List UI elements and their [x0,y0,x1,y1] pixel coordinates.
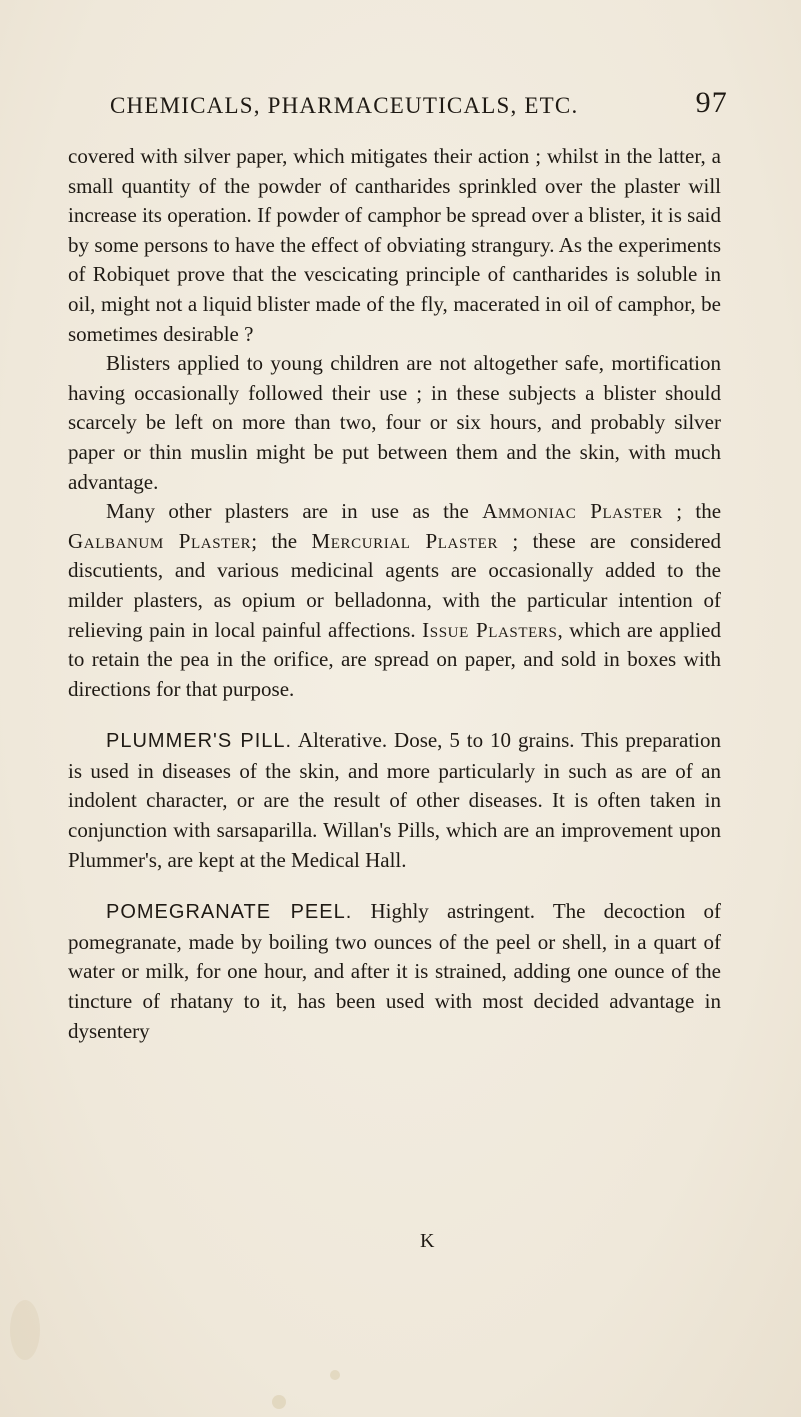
term-issue-plasters: Issue Plasters [422,617,558,642]
running-title: CHEMICALS, PHARMACEUTICALS, ETC. [110,93,579,118]
page-number: 97 [695,86,728,119]
text-fragment: ; the [251,528,298,553]
term-ammoniac-plaster: Ammoniac Plaster [482,499,663,524]
foxing-spot [330,1370,340,1380]
foxing-spot [272,1395,286,1409]
entry-plummers-pill [68,726,721,875]
text-fragment: , which are applied to retain the pea in the orifice, are spread on paper, and sold in boxes with directions for that purpose. [68,617,721,701]
entry-pomegranate-peel [68,897,721,1046]
foxing-spot [10,1300,40,1360]
entry-heading: POMEGRANATE PEEL. [106,901,353,924]
paragraph-other-plasters [68,497,721,704]
running-header [110,86,728,119]
text-fragment: Many other plasters are in use as the [106,499,469,524]
signature-mark: K [420,1230,435,1252]
text-fragment: ; these are considered discutients, and various medicinal agents are occasionally added to the milder plasters, as opium or belladonna, with the particular intention of relieving pain in local painful affections. [68,528,721,642]
body-text [68,142,721,1046]
term-mercurial-plaster: Mercurial Plaster [311,528,499,553]
entry-text: Highly astringent. The decoction of pomegranate, made by boiling two ounces of the peel or shell, in a quart of water or milk, for one hour, and after it is strained, adding one ounce of the tincture of rhatany to it, has been used with most decided advantage in dysentery [68,899,721,1043]
text-fragment: ; the [676,499,722,524]
entry-heading: PLUMMER'S PILL. [106,730,293,753]
term-galbanum-plaster: Galbanum Plaster [68,528,252,553]
entry-text: Alterative. Dose, 5 to 10 grains. This preparation is used in diseases of the skin, and more particularly in such as are of an indolent character, or are the result of other diseases. It is often taken in conjunction with sarsaparilla. Willan's Pills, which are an improvement upon Plummer's, are kept at the Medical Hall. [68,728,721,872]
paragraph-blisters-children: Blisters applied to young children are not altogether safe, mortification having occasionally followed their use ; in these subjects a blister should scarcely be left on more than two, four or six hours, and probably silver paper or thin muslin might be put between them and the skin, with much advantage. [68,351,721,494]
paragraph-blister-continued: covered with silver paper, which mitigates their action ; whilst in the latter, a small quantity of the powder of cantharides sprinkled over the plaster will increase its operation. If powder of camphor be spread over a blister, it is said by some persons to have the effect of obviating strangury. As the experiments of Robiquet prove that the vescicating principle of cantharides is soluble in oil, might not a liquid blister made of the fly, macerated in oil of camphor, be sometimes desirable ? [68,144,721,346]
